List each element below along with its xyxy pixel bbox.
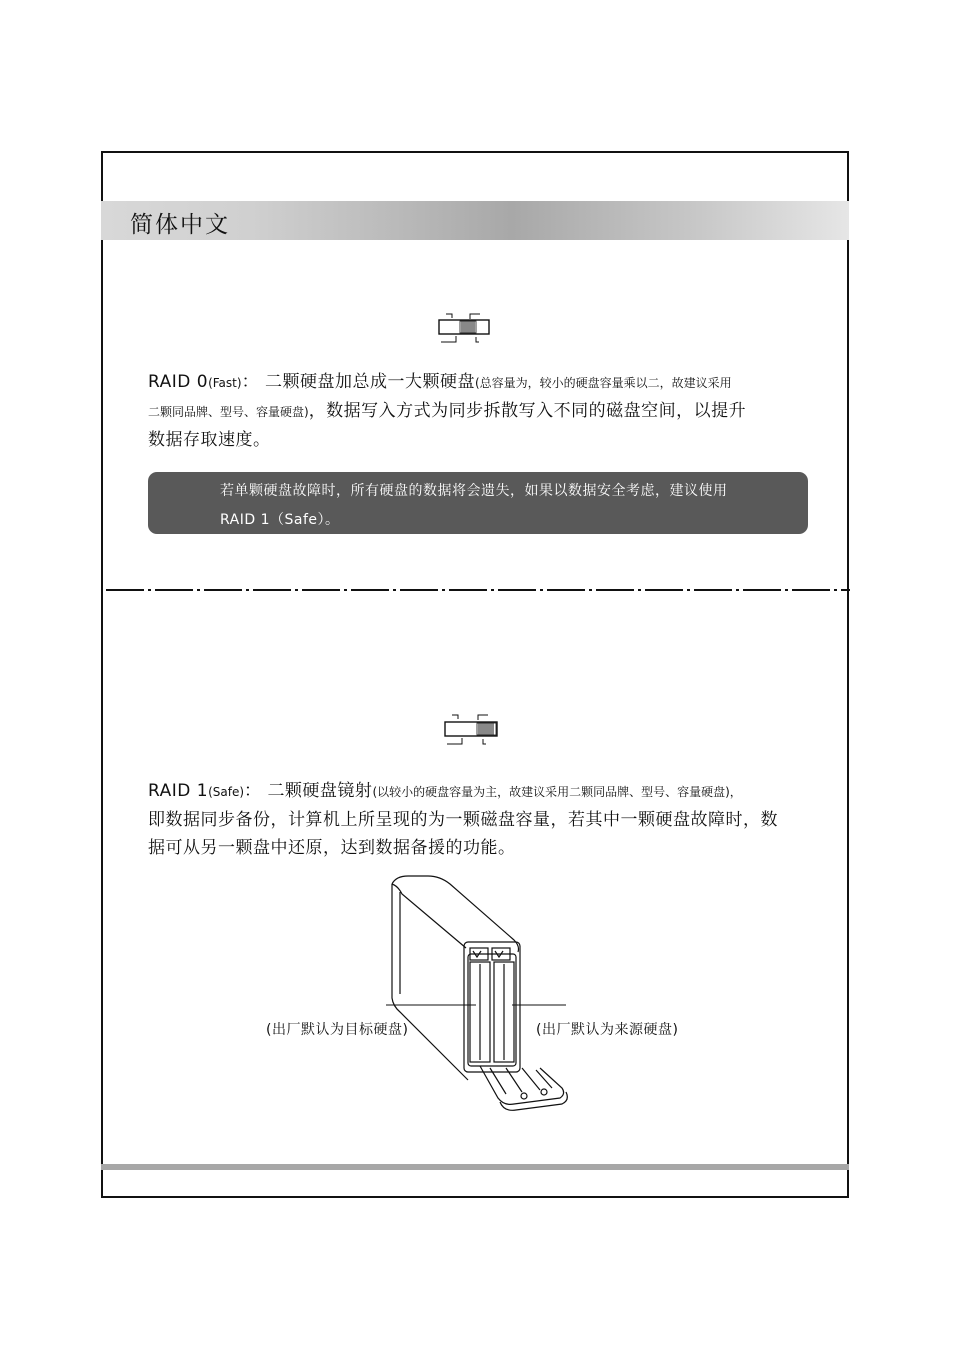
raid0-line-1: [148, 368, 818, 397]
raid0-mode: (Fast): [208, 376, 242, 390]
raid0-colon: ：: [241, 372, 265, 392]
raid0-main: 二颗硬盘加总成一大颗硬盘: [264, 372, 475, 392]
raid1-line-1: [148, 777, 828, 806]
raid1-main: 二颗硬盘镜射: [267, 781, 373, 801]
raid0-line-3: 数据存取速度。: [148, 430, 271, 450]
raid1-line-3: 据可从另一颗盘中还原，达到数据备援的功能。: [148, 838, 516, 858]
raid1-line-2: 即数据同步备份，计算机上所呈现的为一颗磁盘容量，若其中一颗硬盘故障时，数: [148, 810, 778, 830]
raid1-colon: ：: [244, 781, 268, 801]
left-caption: (出厂默认为目标硬盘): [266, 1022, 409, 1038]
dash-dot-divider: [106, 589, 850, 591]
warning-box: [148, 472, 808, 534]
raid0-note-2: 二颗同品牌、型号、容量硬盘): [148, 405, 309, 419]
raid1-label: RAID 1: [148, 781, 209, 801]
raid1-note: (以较小的硬盘容量为主，故建议采用二颗同品牌、型号、容量硬盘)，: [372, 785, 742, 799]
raid0-switch-icon: [438, 312, 492, 346]
callout-lines: [386, 1004, 568, 1008]
raid0-rest: ，数据写入方式为同步拆散写入不同的磁盘空间，以提升: [308, 401, 747, 421]
warning-line-1: 若单颗硬盘故障时，所有硬盘的数据将会遗失，如果以数据安全考虑，建议使用: [220, 483, 728, 499]
raid0-note-1: (总容量为，较小的硬盘容量乘以二，故建议采用: [474, 376, 732, 390]
bottom-bar: [101, 1164, 849, 1170]
language-title: 简体中文: [130, 212, 230, 238]
right-caption: (出厂默认为来源硬盘): [536, 1022, 679, 1038]
enclosure-illustration: [380, 872, 580, 1124]
raid0-paragraph: [148, 368, 818, 454]
raid1-switch-icon: [444, 713, 500, 747]
warning-line-2: RAID 1（Safe）。: [220, 512, 340, 528]
raid0-line-2: [148, 397, 818, 426]
raid0-label: RAID 0: [148, 372, 209, 392]
raid1-mode: (Safe): [208, 785, 245, 799]
raid1-paragraph: [148, 777, 828, 862]
